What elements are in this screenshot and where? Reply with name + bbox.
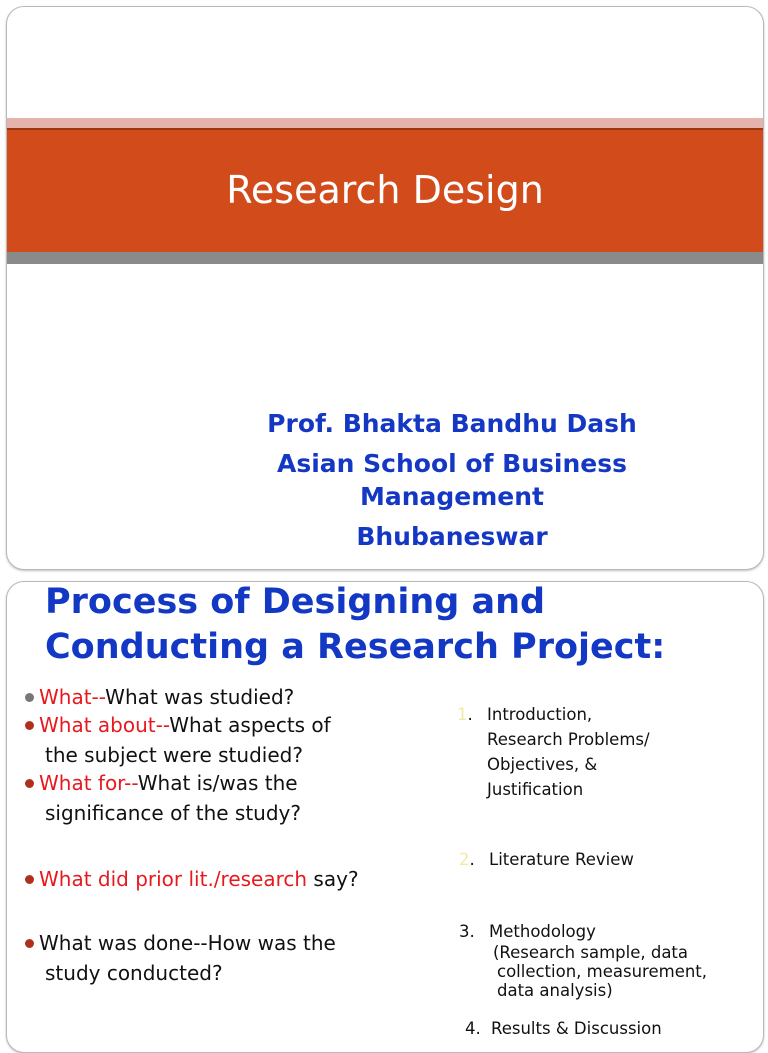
bullet-what	[25, 682, 294, 712]
bullet-text-continued: significance of the study?	[45, 801, 301, 825]
step-line: (Research sample, data	[493, 943, 689, 962]
bullet-text: say?	[307, 867, 359, 891]
step-line: Research Problems/	[487, 730, 650, 749]
bullet-what-for	[25, 768, 301, 828]
step-number: 4	[465, 1019, 476, 1038]
gray-band	[7, 252, 763, 264]
step-line: Justification	[487, 780, 584, 799]
bullet-prior-lit	[25, 864, 359, 894]
institution-line-2: Management	[359, 482, 545, 511]
bullet-what-done	[25, 928, 336, 988]
bullet-key: What did prior lit./research	[39, 867, 308, 891]
title-band	[7, 128, 763, 252]
step-line: Methodology	[489, 922, 596, 941]
city: Bhubaneswar	[356, 522, 548, 551]
bullet-text: What is/was the	[137, 771, 298, 795]
step-2: 2. Literature Review	[459, 847, 475, 872]
step-line: collection, measurement,	[497, 962, 708, 981]
bullet-text-continued: the subject were studied?	[45, 743, 303, 767]
step-line: Results & Discussion	[491, 1019, 662, 1038]
slide-2-title	[45, 581, 755, 670]
bullet-dot-icon	[25, 779, 34, 788]
step-number: 3.	[459, 922, 475, 941]
author-name: Prof. Bhakta Bandhu Dash	[267, 409, 637, 438]
bullet-dot-icon	[25, 693, 34, 702]
process-slide	[6, 581, 764, 1053]
step-3	[459, 919, 708, 1000]
bullet-dot-icon	[25, 875, 34, 884]
bullet-text: What was done--How was the	[39, 931, 336, 955]
institution-line-1: Asian School of Business	[277, 449, 627, 478]
bullet-text: What was studied?	[105, 685, 295, 709]
slide-2-title-line-2: Conducting a Research Project:	[45, 627, 666, 667]
bullet-dot-icon	[25, 721, 34, 730]
bullet-key: What for--	[39, 771, 138, 795]
bullet-text: What aspects of	[169, 713, 331, 737]
bullet-what-about	[25, 710, 331, 770]
slide-title: Research Design	[226, 168, 544, 212]
step-line: data analysis)	[497, 981, 613, 1000]
slide-2-title-line-1: Process of Designing and	[45, 582, 546, 622]
bullet-text-continued: study conducted?	[45, 961, 223, 985]
step-line: Objectives, &	[487, 755, 598, 774]
bullet-dot-icon	[25, 939, 34, 948]
step-number: 1	[457, 705, 468, 724]
step-number: 2	[459, 850, 470, 869]
step-1: 1. Introduction, Research Problems/ Objectives, & Justification	[457, 702, 473, 727]
bullet-key: What about--	[39, 713, 170, 737]
step-4: 4. Results & Discussion	[465, 1016, 481, 1041]
step-line: Introduction,	[487, 705, 593, 724]
title-slide	[6, 6, 764, 570]
bullet-key: What--	[39, 685, 106, 709]
step-line: Literature Review	[489, 850, 634, 869]
pink-band	[7, 118, 763, 128]
